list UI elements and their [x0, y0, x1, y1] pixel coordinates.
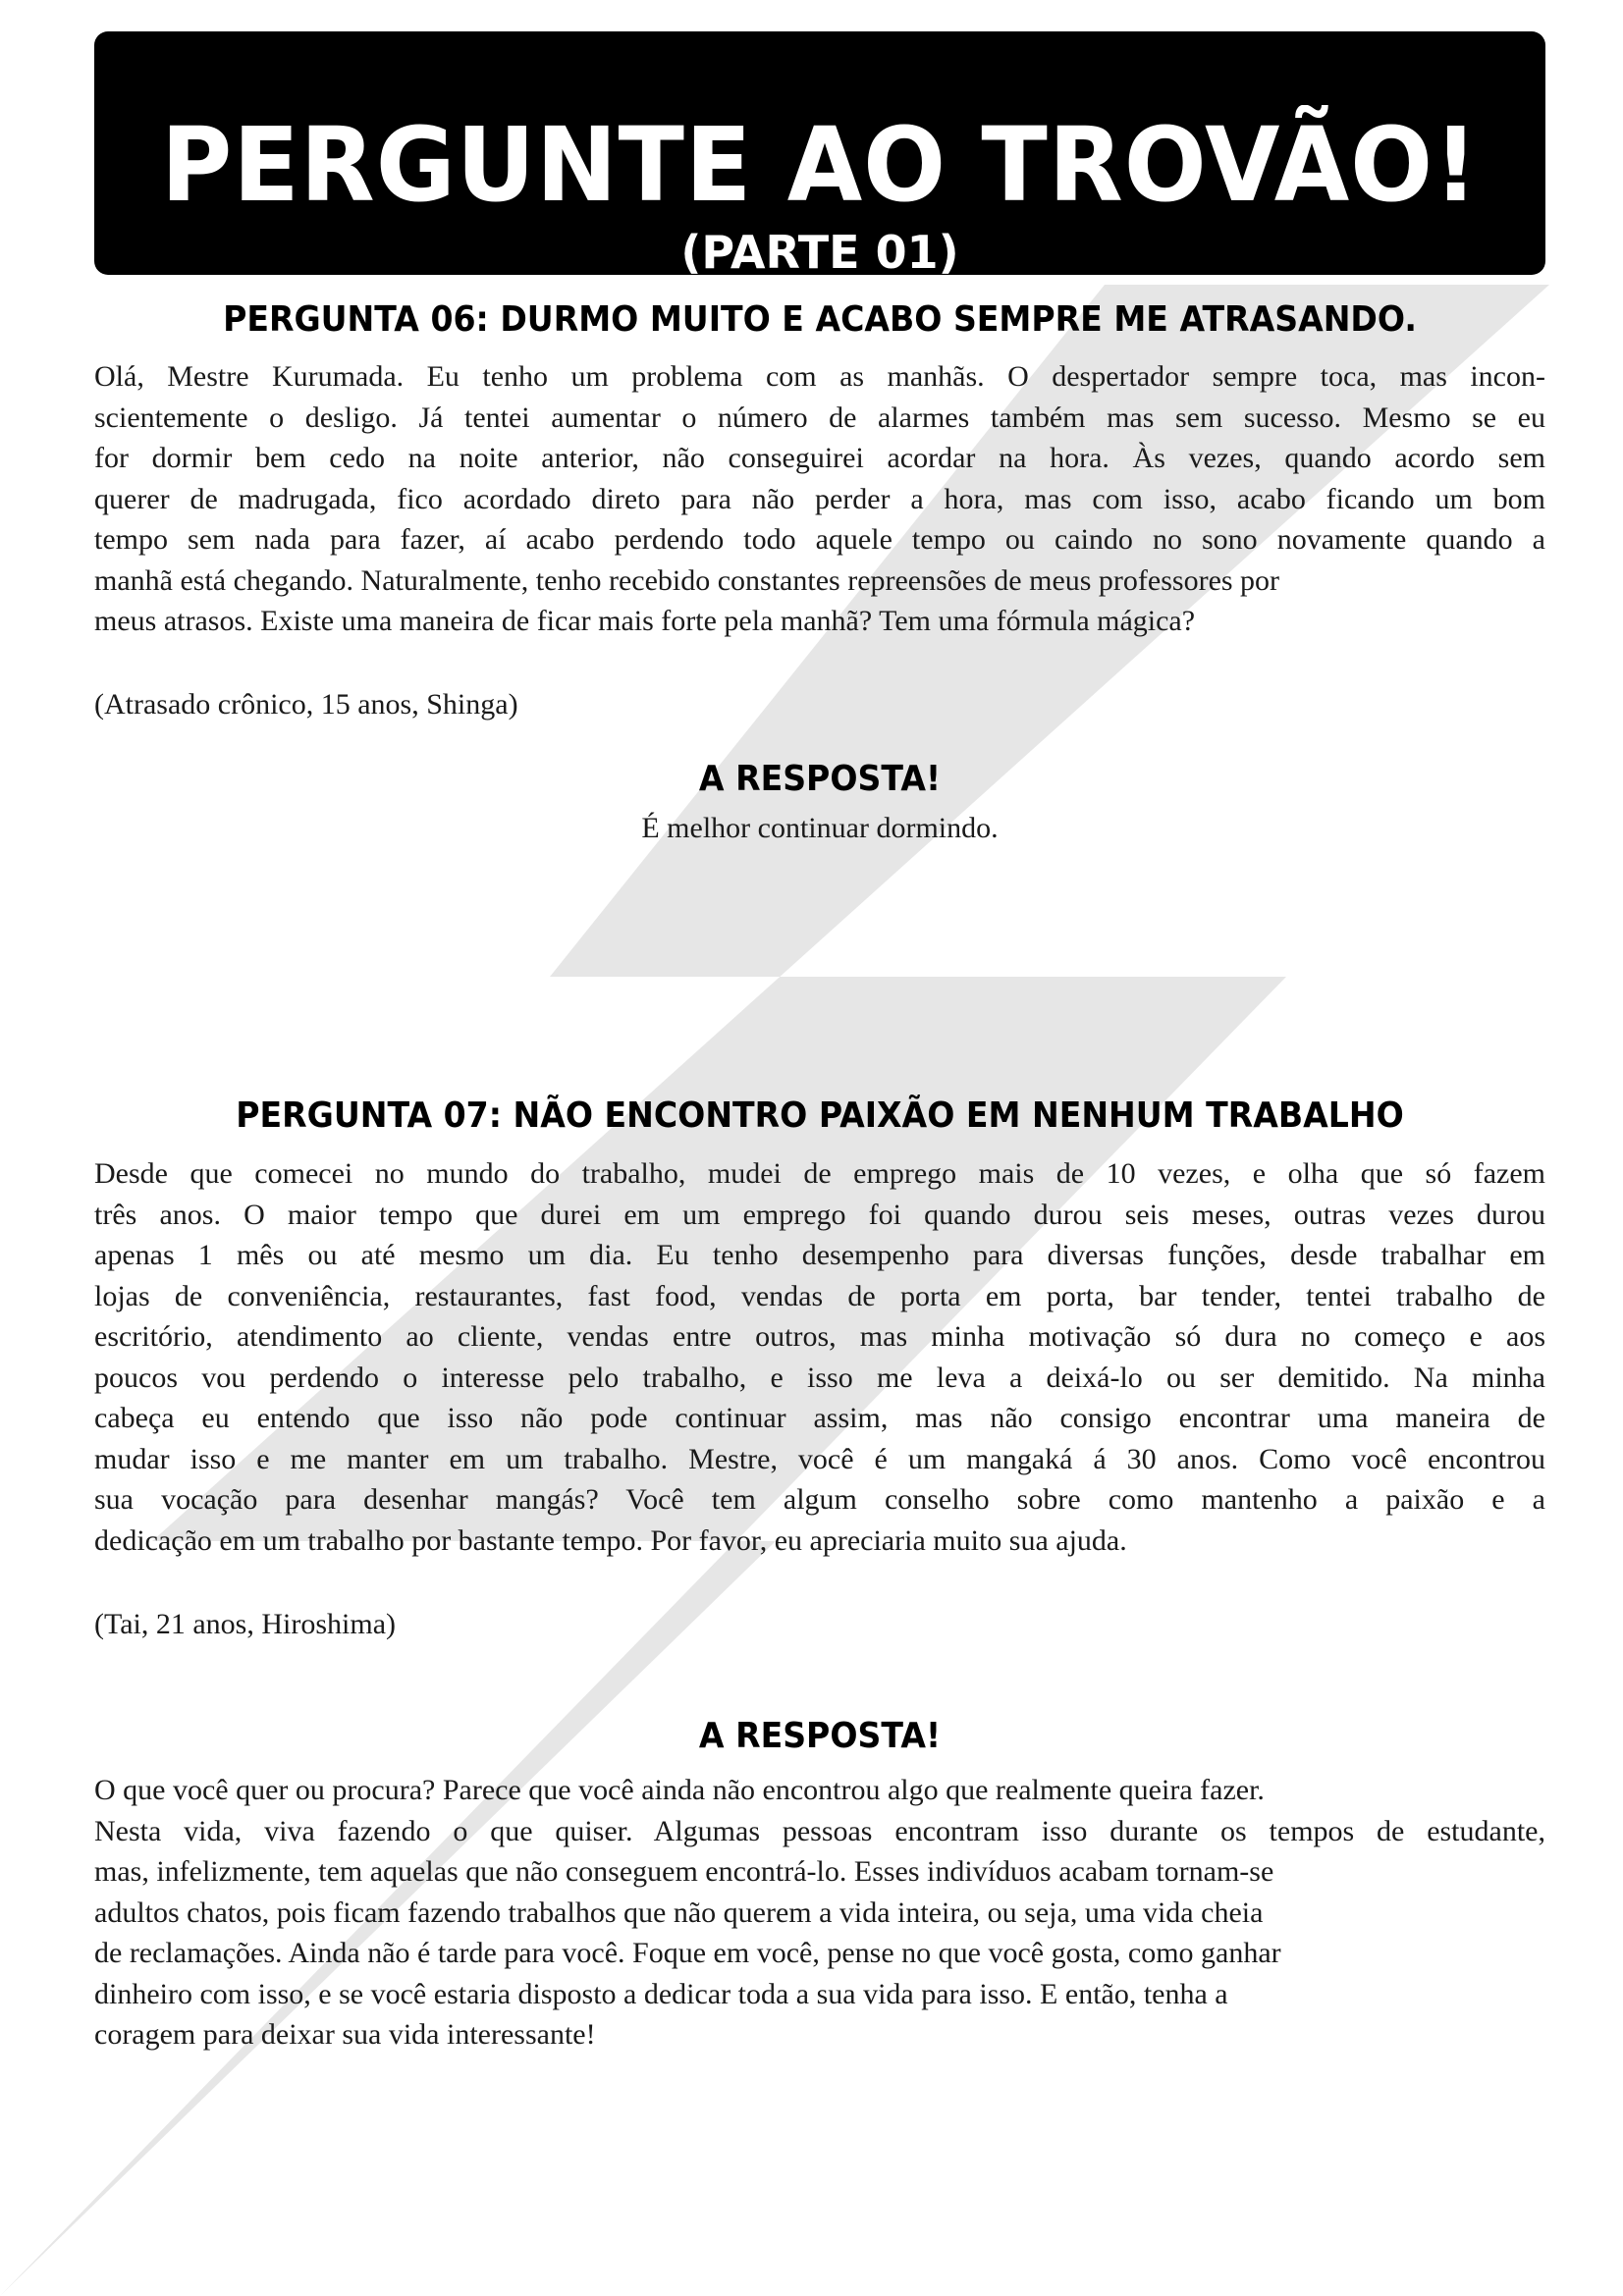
- answer-06-heading: A RESPOSTA!: [698, 759, 942, 799]
- question-06-heading: PERGUNTA 06: DURMO MUITO E ACABO SEMPRE ME ATRASANDO.: [223, 299, 1417, 340]
- answer-07-line: mas, infelizmente, tem aquelas que não conseguem encontrá-lo. Esses indivíduos acabam tornam-se: [94, 1855, 1274, 1888]
- question-06-line: scientemente o desligo. Já tentei aumentar o número de alarmes também mas sem sucesso. Mesmo se eu: [94, 400, 1545, 434]
- question-07-line: apenas 1 mês ou até mesmo um dia. Eu tenho desempenho para diversas funções, desde trabalhar em: [94, 1239, 1545, 1271]
- question-06-signature: [94, 684, 1545, 725]
- answer-07-line: O que você quer ou procura? Parece que você ainda não encontrou algo que realmente queira fazer.: [94, 1774, 1265, 1806]
- signature-text: (Atrasado crônico, 15 anos, Shinga): [94, 688, 518, 721]
- question-06-line: for dormir bem cedo na noite anterior, não conseguirei acordar na hora. Às vezes, quando acordo sem: [94, 442, 1545, 474]
- page-subtitle: (PARTE 01): [680, 226, 959, 279]
- question-07-line: Desde que comecei no mundo do trabalho, mudei de emprego mais de 10 vezes, e olha que só fazem: [94, 1157, 1545, 1190]
- answer-06-line: É melhor continuar dormindo.: [641, 812, 999, 844]
- question-06-line: querer de madrugada, fico acordado direto para não perder a hora, mas com isso, acabo ficando um bom: [94, 482, 1545, 515]
- signature-text: (Tai, 21 anos, Hiroshima): [94, 1608, 397, 1640]
- question-07-line: dedicação em um trabalho por bastante tempo. Por favor, eu apreciaria muito sua ajuda.: [94, 1523, 1127, 1557]
- question-06-line: manhã está chegando. Naturalmente, tenho recebido constantes repreensões de meus professores por: [94, 563, 1280, 597]
- question-06-line: tempo sem nada para fazer, aí acabo perdendo todo aquele tempo ou caindo no sono novamente quando a: [94, 523, 1545, 556]
- question-07-line: cabeça eu entendo que isso não pode continuar assim, mas não consigo encontrar uma maneira de: [94, 1402, 1545, 1434]
- question-07-body: [94, 1153, 1545, 1561]
- question-07-line: três anos. O maior tempo que durei em um emprego foi quando durou seis meses, outras vezes durou: [94, 1198, 1545, 1231]
- question-06-body: [94, 356, 1545, 642]
- question-07-line: lojas de conveniência, restaurantes, fast food, vendas de porta em porta, bar tender, tentei trabalho de: [94, 1279, 1545, 1312]
- answer-07-line: Nesta vida, viva fazendo o que quiser. Algumas pessoas encontram isso durante os tempos de estudante,: [94, 1814, 1545, 1847]
- question-07-line: poucos vou perdendo o interesse pelo trabalho, e isso me leva a deixá-lo ou ser demitido. Na minha: [94, 1361, 1545, 1394]
- question-07-line: sua vocação para desenhar mangás? Você tem algum conselho sobre como mantenho a paixão e a: [94, 1483, 1545, 1516]
- question-07-signature: [94, 1604, 1545, 1645]
- answer-07-heading: A RESPOSTA!: [698, 1716, 942, 1756]
- question-06-line: Olá, Mestre Kurumada. Eu tenho um problema com as manhãs. O despertador sempre toca, mas incon-: [94, 360, 1545, 393]
- question-07-heading: PERGUNTA 07: NÃO ENCONTRO PAIXÃO EM NENHUM TRABALHO: [236, 1095, 1404, 1136]
- answer-06-body: [94, 808, 1545, 849]
- page-title: PERGUNTE AO TROVÃO!: [160, 105, 1480, 225]
- answer-07-line: de reclamações. Ainda não é tarde para você. Foque em você, pense no que você gosta, como ganhar: [94, 1937, 1281, 1969]
- question-07-line: escritório, atendimento ao cliente, vendas entre outros, mas minha motivação só dura no começo e aos: [94, 1320, 1545, 1353]
- question-07-line: mudar isso e me manter em um trabalho. Mestre, você é um mangaká á 30 anos. Como você encontrou: [94, 1442, 1545, 1475]
- header-banner: [94, 31, 1545, 279]
- answer-07-line: dinheiro com isso, e se você estaria disposto a dedicar toda a sua vida para isso. E então, tenha a: [94, 1977, 1228, 2010]
- answer-07-body: [94, 1770, 1545, 2056]
- answer-07-line: adultos chatos, pois ficam fazendo trabalhos que não querem a vida inteira, ou seja, uma vida cheia: [94, 1896, 1264, 1929]
- answer-07-line: coragem para deixar sua vida interessante!: [94, 2018, 596, 2051]
- question-06-line: meus atrasos. Existe uma maneira de ficar mais forte pela manhã? Tem uma fórmula mágica?: [94, 605, 1196, 637]
